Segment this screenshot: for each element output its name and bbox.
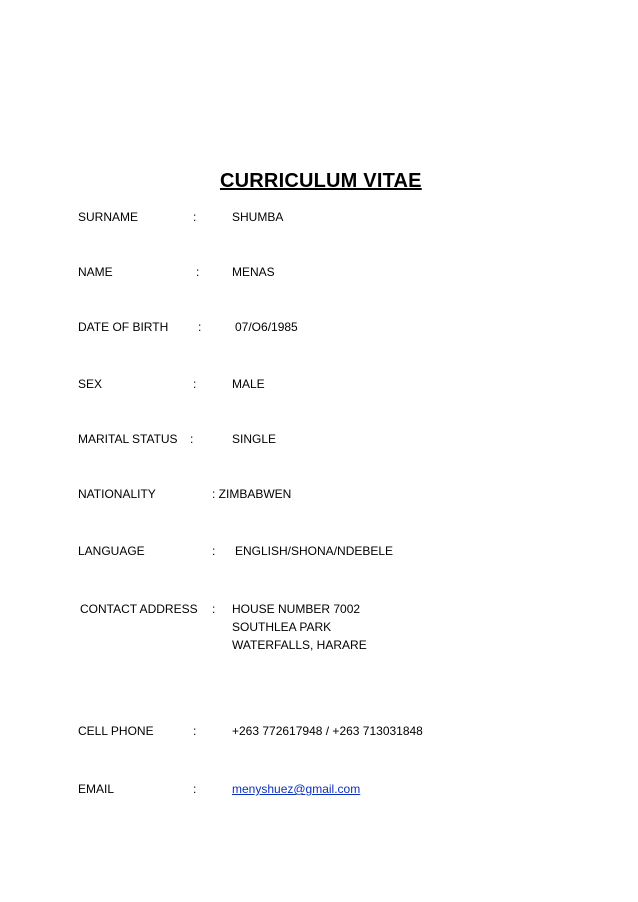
address-line: HOUSE NUMBER 7002 [232, 602, 361, 616]
field-value-sex: MALE [232, 377, 265, 391]
field-value-name: MENAS [232, 265, 275, 279]
field-label-marital-status: MARITAL STATUS [78, 432, 178, 446]
field-label-nationality: NATIONALITY [78, 487, 156, 501]
field-colon: : [193, 377, 197, 391]
field-label-name: NAME [78, 265, 113, 279]
field-value-language: ENGLISH/SHONA/NDEBELE [235, 544, 394, 558]
address-line: SOUTHLEA PARK [232, 620, 332, 634]
field-label-cell-phone: CELL PHONE [78, 724, 154, 738]
field-colon: : [193, 724, 197, 738]
field-colon: : [193, 210, 197, 224]
field-colon: : [190, 432, 194, 446]
document-title: CURRICULUM VITAE [220, 170, 422, 192]
address-line: WATERFALLS, HARARE [232, 638, 367, 652]
field-label-sex: SEX [78, 377, 103, 391]
field-colon: : [196, 265, 200, 279]
field-value-surname: SHUMBA [232, 210, 284, 224]
field-value-cell-phone: +263 772617948 / +263 713031848 [232, 724, 423, 738]
field-value-contact-address [232, 600, 367, 654]
field-label-surname: SURNAME [78, 210, 139, 224]
email-link[interactable]: menyshuez@gmail.com [232, 782, 361, 796]
field-colon: : [212, 602, 216, 616]
field-value-marital-status: SINGLE [232, 432, 277, 446]
field-colon: : [198, 320, 202, 334]
field-value-nationality: : ZIMBABWEN [212, 487, 292, 501]
field-label-language: LANGUAGE [78, 544, 145, 558]
field-value-dob: 07/O6/1985 [235, 320, 298, 334]
field-colon: : [212, 544, 216, 558]
field-label-dob: DATE OF BIRTH [78, 320, 169, 334]
field-label-email: EMAIL [78, 782, 115, 796]
field-colon: : [193, 782, 197, 796]
field-label-contact-address: CONTACT ADDRESS [80, 602, 198, 616]
